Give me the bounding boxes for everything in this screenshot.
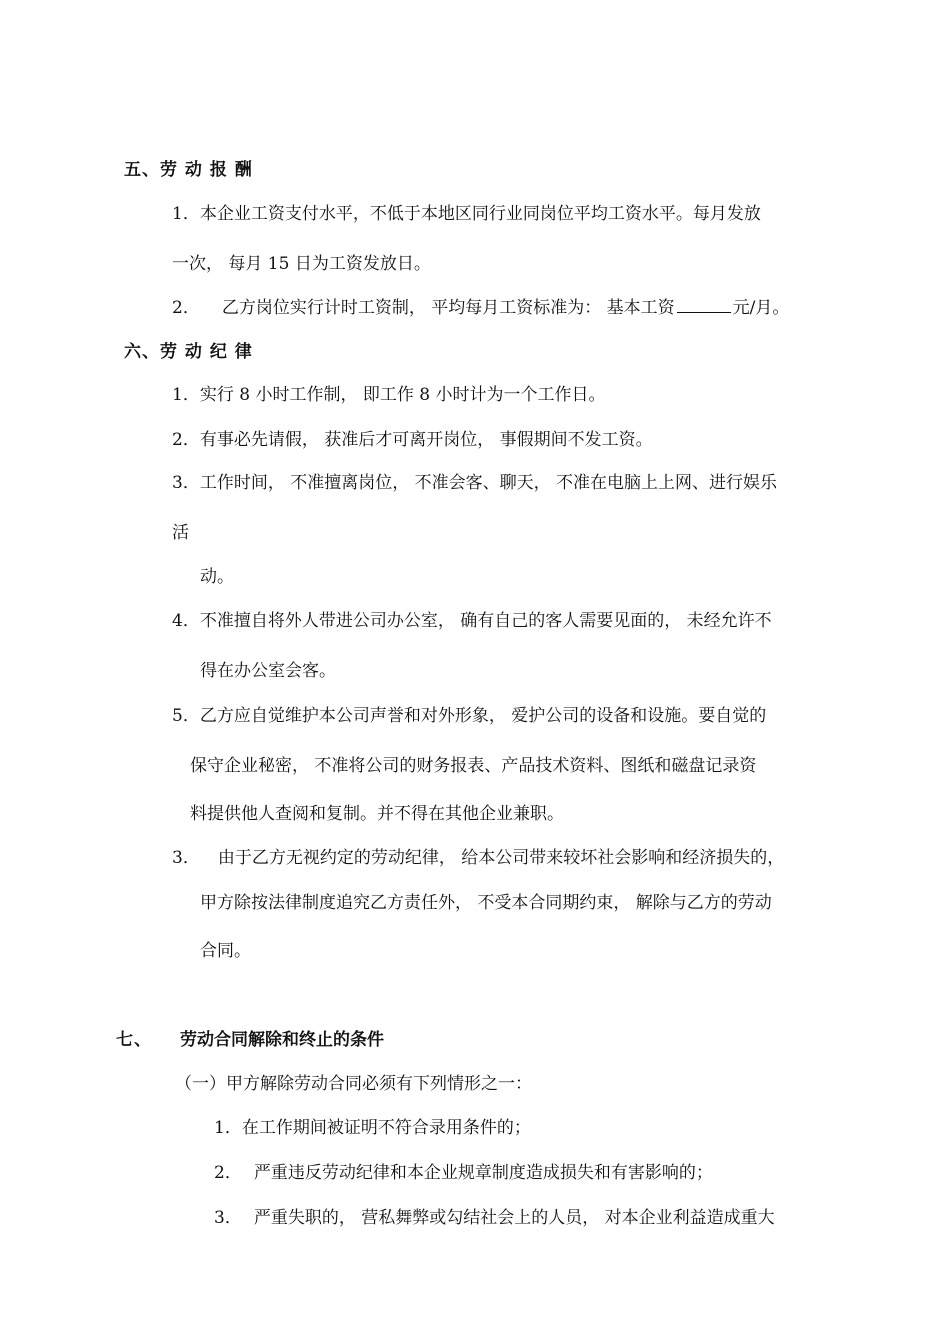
s6-item3-line1: 3．工作时间， 不准擅离岗位， 不准会客、聊天， 不准在电脑上上网、进行娱乐 bbox=[172, 473, 778, 493]
s7-item3-number: 3． bbox=[214, 1208, 242, 1228]
s6-item5-line1: 5．乙方应自觉维护本公司声誉和对外形象， 爱护公司的设备和设施。要自觉的 bbox=[172, 706, 767, 726]
s7-item3 bbox=[214, 1207, 775, 1229]
section-7-heading: 劳动合同解除和终止的条件 bbox=[180, 1030, 384, 1050]
s5-item2-text: 乙方岗位实行计时工资制， 平均每月工资标准为： 基本工资 bbox=[221, 298, 675, 318]
s7-item2-number: 2． bbox=[214, 1163, 242, 1183]
s6-item5-line3: 料提供他人查阅和复制。并不得在其他企业兼职。 bbox=[190, 804, 564, 824]
s6-item1: 1．实行 8 小时工作制， 即工作 8 小时计为一个工作日。 bbox=[172, 385, 606, 405]
section-6-heading: 六、劳 动 纪 律 bbox=[124, 342, 253, 362]
s5-item2-line bbox=[172, 296, 789, 319]
s6-item5-line2: 保守企业秘密， 不准将公司的财务报表、产品技术资料、图纸和磁盘记录资 bbox=[190, 756, 757, 776]
s6-item4-line1: 4．不准擅自将外人带进公司办公室， 确有自己的客人需要见面的， 未经允许不 bbox=[172, 611, 772, 631]
s7-item3-text: 严重失职的， 营私舞弊或勾结社会上的人员， 对本企业利益造成重大 bbox=[253, 1208, 775, 1228]
section-7-number: 七、 bbox=[116, 1030, 152, 1050]
s6-item6-line3: 合同。 bbox=[200, 941, 251, 961]
s7-item1: 1．在工作期间被证明不符合录用条件的； bbox=[214, 1118, 531, 1138]
s6-item3-line2: 活 bbox=[172, 523, 189, 543]
s5-item1-line1 bbox=[172, 203, 761, 225]
salary-blank-line bbox=[677, 296, 731, 313]
section-5-heading: 五、劳 动 报 酬 bbox=[124, 160, 253, 180]
s6-item6-line2: 甲方除按法律制度追究乙方责任外， 不受本合同期约束， 解除与乙方的劳动 bbox=[200, 893, 772, 913]
s5-item1-number: 1． bbox=[172, 204, 200, 224]
s6-item6-line1 bbox=[172, 847, 784, 869]
s6-item4-line2: 得在办公室会客。 bbox=[200, 661, 336, 681]
s6-item6-text-a: 由于乙方无视约定的劳动纪律， 给本公司带来较坏社会影响和经济损失的， bbox=[217, 848, 785, 868]
s5-item2-unit: 元/月。 bbox=[732, 298, 790, 318]
s7-item2-text: 严重违反劳动纪律和本企业规章制度造成损失和有害影响的； bbox=[253, 1163, 713, 1183]
s6-item6-number: 3． bbox=[172, 848, 200, 868]
s7-subsection-1: （一）甲方解除劳动合同必须有下列情形之一： bbox=[175, 1074, 532, 1094]
s7-item2 bbox=[214, 1162, 713, 1184]
s5-item1-line2: 一次， 每月 15 日为工资发放日。 bbox=[172, 254, 431, 274]
s6-item2: 2．有事必先请假， 获准后才可离开岗位， 事假期间不发工资。 bbox=[172, 430, 653, 450]
s5-item1-text-a: 本企业工资支付水平，不低于本地区同行业同岗位平均工资水平。每月发放 bbox=[199, 204, 761, 224]
s5-item2-number: 2． bbox=[172, 298, 200, 318]
s6-item3-line3: 动。 bbox=[200, 567, 234, 587]
